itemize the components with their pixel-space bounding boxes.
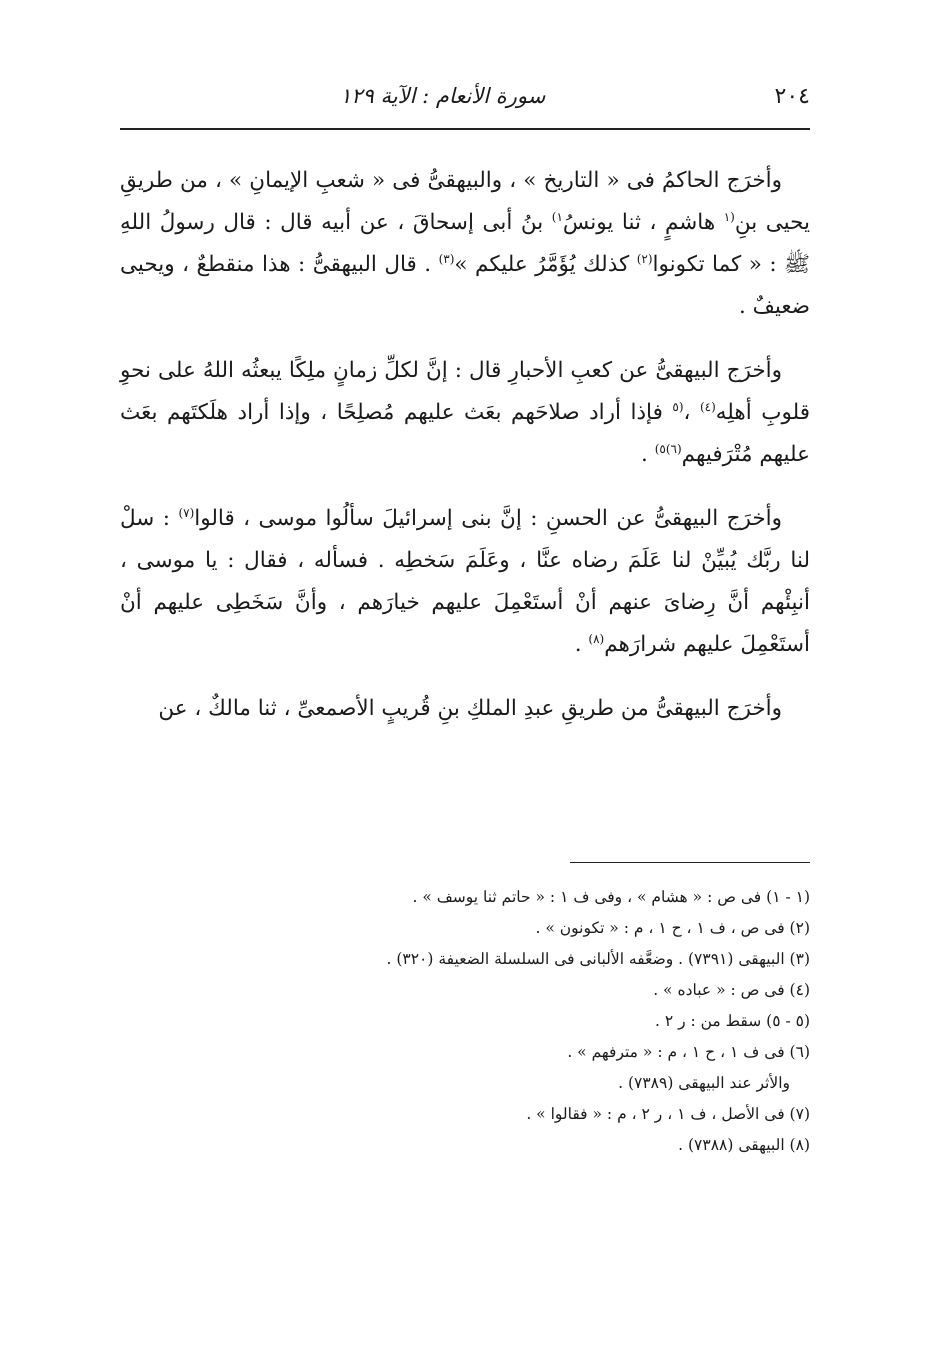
footnote-ref: (٧) xyxy=(178,505,195,520)
text-segment: . xyxy=(574,632,589,657)
footnotes xyxy=(120,882,810,1161)
main-text xyxy=(120,160,810,752)
footnote: (٥ - ٥) سقط من : ر ٢ . xyxy=(654,1012,810,1030)
footnote-ref: (١ xyxy=(723,209,735,224)
footnote-continuation: والأثر عند البيهقى (٧٣٨٩) . xyxy=(618,1074,790,1092)
text-segment: فإذا أراد صلاحَهم بعَث عليهم مُصلِحًا ، وإذا أراد هلَكتَهم بعَث عليهم مُتْرَفيهم xyxy=(120,400,810,467)
text-segment: وأخرَج البيهقىُّ عن كعبِ الأحبارِ قال : إنَّ لكلِّ زمانٍ ملِكًا يبعثُه اللهُ على نحوِ قلوبِ أهلِه xyxy=(120,358,810,425)
text-segment: وأخرَج الحاكمُ فى « التاريخ » ، والبيهقىُّ فى « شعبِ الإيمانِ » ، من طريقِ يحيى بنِ xyxy=(120,168,810,235)
footnote: (٧) فى الأصل ، ف ١ ، ر ٢ ، م : « فقالوا » . xyxy=(526,1105,810,1123)
text-segment: ، xyxy=(683,400,700,425)
footnote: (٢) فى ص ، ف ١ ، ح ١ ، م : « تكونون » . xyxy=(535,919,810,937)
footnote: (٤) فى ص : « عباده » . xyxy=(653,981,810,999)
text-segment: وأخرَج البيهقىُّ من طريقِ عبدِ الملكِ بنِ قُريبٍ الأصمعىِّ ، ثنا مالكٌ ، عن xyxy=(158,696,782,721)
text-segment: : سلْ لنا ربَّك يُبيِّنْ لنا عَلَمَ رضاه عنَّا ، وعَلَمَ سَخطِه . فسأله ، فقال : يا موسى ، أنبِئْهم أنَّ رِضاىَ عنهم أنْ أستَعْمِلَ عليهم خيارَهم ، وأنَّ سَخَطِى عليهم أنْ أستَعْمِلَ عليهم شرارَهم xyxy=(120,506,810,657)
footnote-ref: ١) xyxy=(551,209,563,224)
footnote: (٦) فى ف ١ ، ح ١ ، م : « مترفهم » . xyxy=(567,1043,810,1061)
text-segment: . xyxy=(641,442,655,467)
paragraph-3 xyxy=(120,498,810,666)
text-segment: كذلك يُؤَمَّرُ عليكم » xyxy=(454,252,637,277)
paragraph-2 xyxy=(120,350,810,476)
page-header xyxy=(120,70,810,118)
footnote: (٨) البيهقى (٧٣٨٨) . xyxy=(678,1136,810,1154)
paragraph-4 xyxy=(120,688,810,730)
footnote-ref: (٥ xyxy=(672,399,684,414)
footnote: (٣) البيهقى (٧٣٩١) . وضعَّفه الألبانى فى السلسلة الضعيفة (٣٢٠) . xyxy=(386,950,810,968)
paragraph-1 xyxy=(120,160,810,328)
footnote-ref: (٤) xyxy=(699,399,716,414)
footnote-ref: (٦)٥) xyxy=(654,441,682,456)
book-page xyxy=(120,70,810,1310)
footnote-ref: (٢) xyxy=(636,251,653,266)
header-rule xyxy=(120,128,810,130)
footnote-ref: (٨) xyxy=(588,631,605,646)
running-title: سورة الأنعام : الآية ١٢٩ xyxy=(340,84,546,108)
text-segment: وأخرَج البيهقىُّ عن الحسنِ : إنَّ بنى إسرائيلَ سألُوا موسى ، قالوا xyxy=(194,506,782,531)
text-segment: بنُ أبى إسحاقَ ، عن أبيه قال : قال رسولُ اللهِ ﷺ : « كما تكونوا xyxy=(120,210,810,277)
footnote-rule xyxy=(570,862,810,863)
text-segment: . قال البيهقىُّ : هذا منقطعٌ ، ويحيى ضعيفٌ . xyxy=(120,252,810,319)
footnote: (١ - ١) فى ص : « هشام » ، وفى ف ١ : « حاتم ثنا يوسف » . xyxy=(412,888,810,906)
page-number: ٢٠٤ xyxy=(774,84,810,109)
footnote-ref: (٣) xyxy=(438,251,455,266)
text-segment: هاشمٍ ، ثنا يونسُ xyxy=(562,210,724,235)
